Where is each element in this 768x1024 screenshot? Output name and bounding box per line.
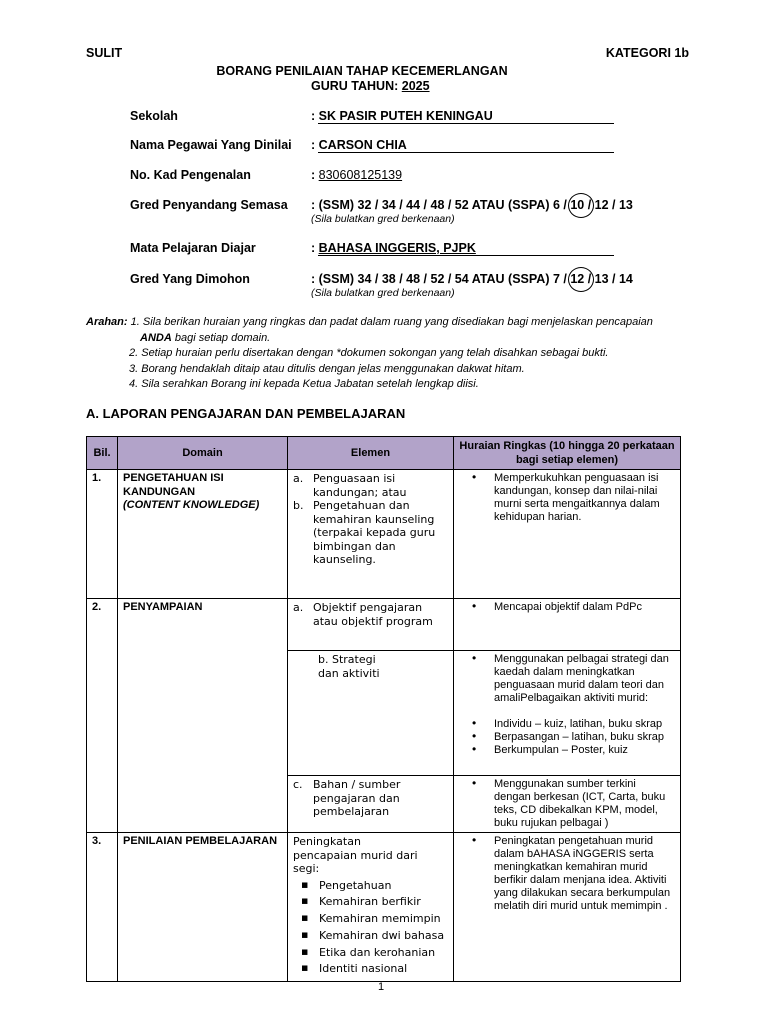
nama-value: : CARSON CHIA <box>311 138 407 152</box>
mata-pelajaran-underline <box>318 255 614 256</box>
report-table <box>86 436 681 982</box>
row1-elemen-a-text: Penguasaan isi kandungan; atau <box>313 472 407 499</box>
year-value: 2025 <box>401 79 430 93</box>
header-huraian: Huraian Ringkas (10 hingga 20 perkataan bagi setiap elemen) <box>454 437 681 470</box>
gred-semasa-circle <box>568 193 594 218</box>
row2-huraian-b-list-item: • Individu – kuiz, latihan, buku skrap <box>454 718 675 731</box>
row2-huraian-a <box>454 599 681 651</box>
row2-elemen-c-letter: c. <box>293 778 303 791</box>
section-a-heading: A. LAPORAN PENGAJARAN DAN PEMBELAJARAN <box>86 406 406 421</box>
kad-value-row <box>311 168 402 182</box>
gred-dimohon-label: Gred Yang Dimohon <box>130 272 250 286</box>
page-number: 1 <box>377 981 385 993</box>
row3-domain: PENILAIAN PEMBELAJARAN <box>118 833 288 982</box>
kad-value: 830608125139 <box>318 168 403 182</box>
table-header-row <box>87 437 681 470</box>
row2-huraian-c <box>454 776 681 833</box>
table-row <box>87 599 681 651</box>
header-bil: Bil. <box>87 437 118 470</box>
gred-dimohon-note: (Sila bulatkan gred berkenaan) <box>311 287 455 299</box>
row1-elemen-a <box>293 472 448 499</box>
row1-elemen <box>288 470 454 599</box>
row1-huraian <box>454 470 681 599</box>
row2-huraian-b-list-item: • Berpasangan – latihan, buku skrap <box>454 731 675 744</box>
gred-semasa-label: Gred Penyandang Semasa <box>130 198 288 212</box>
row1-elemen-a-letter: a. <box>293 472 304 485</box>
sekolah-label: Sekolah <box>130 109 178 123</box>
gred-dimohon-circle <box>568 267 594 292</box>
row2-elemen-c-wrap <box>293 778 448 819</box>
row3-elemen-item: ▪ Kemahiran memimpin <box>293 912 448 926</box>
row2-huraian-a-item: • Mencapai objektif dalam PdPc <box>454 601 675 614</box>
table-row <box>87 470 681 599</box>
row3-elemen-item: ▪ Kemahiran berfikir <box>293 895 448 909</box>
row2-bil: 2. <box>87 599 118 833</box>
row1-bil: 1. <box>87 470 118 599</box>
row2-elemen-b: b. Strategi dan aktiviti <box>288 651 454 776</box>
row2-elemen-a-text: Objektif pengajaran atau objektif program <box>313 601 433 628</box>
row1-domain-en: (CONTENT KNOWLEDGE) <box>123 499 260 511</box>
row2-elemen-a-wrap <box>293 601 448 628</box>
instruction-2: 2. Setiap huraian perlu disertakan dengan *dokumen sokongan yang telah disahkan sebagai bukti. <box>129 347 609 359</box>
gred-semasa-value: : (SSM) 32 / 34 / 44 / 48 / 52 ATAU (SSPA) 6 / 10 / 12 / 13 <box>311 198 633 212</box>
subtitle-prefix: GURU TAHUN: <box>311 79 399 93</box>
row2-huraian-c-item: • Menggunakan sumber terkini dengan berkesan (ICT, Carta, buku teks, CD dibekalkan KPM, model, buku rujukan pelbagai ) <box>454 778 675 830</box>
mata-pelajaran-value: BAHASA INGGERIS, PJPK <box>318 241 476 255</box>
row1-elemen-b <box>293 499 448 567</box>
row2-elemen-c <box>288 776 454 833</box>
instruction-1-anda: ANDA <box>140 331 172 344</box>
row3-elemen-intro: Peningkatan pencapaian murid dari segi: <box>293 835 418 875</box>
row2-huraian-b-list-item: • Berkumpulan – Poster, kuiz <box>454 744 675 757</box>
classification-label: SULIT <box>86 46 123 60</box>
nama-underline <box>318 152 614 153</box>
row2-huraian-b <box>454 651 681 776</box>
form-subtitle <box>311 79 452 93</box>
sekolah-underline <box>318 123 614 124</box>
row2-domain: PENYAMPAIAN <box>118 599 288 833</box>
row2-huraian-b-item: • Menggunakan pelbagai strategi dan kaedah dalam meningkatkan penguasaan murid dalam teori dan amaliPelbagaikan aktiviti murid: <box>454 653 675 705</box>
instruction-1: 1. Sila berikan huraian yang ringkas dan padat dalam ruang yang disediakan bagi menjelaskan pencapaian <box>130 316 653 328</box>
header-domain: Domain <box>118 437 288 470</box>
row3-elemen-item: ▪ Pengetahuan <box>293 879 448 893</box>
row1-elemen-b-letter: b. <box>293 499 304 512</box>
kad-label: No. Kad Pengenalan <box>130 168 251 182</box>
row3-huraian <box>454 833 681 982</box>
row1-domain <box>118 470 288 599</box>
row3-elemen-item: ▪ Etika dan kerohanian <box>293 946 448 960</box>
instructions <box>86 315 686 393</box>
row2-elemen-a <box>288 599 454 651</box>
instruction-3: 3. Borang hendaklah ditaip atau ditulis dengan jelas menggunakan dakwat hitam. <box>129 362 525 375</box>
category-label: KATEGORI 1b <box>605 46 689 60</box>
row3-elemen <box>288 833 454 982</box>
instruction-1-cont: bagi setiap domain. <box>174 331 271 344</box>
mata-pelajaran-label: Mata Pelajaran Diajar <box>130 241 256 255</box>
form-title: BORANG PENILAIAN TAHAP KECEMERLANGAN <box>216 64 508 78</box>
table-row <box>87 833 681 982</box>
row3-huraian-item: • Peningkatan pengetahuan murid dalam bAHASA iNGGERIS serta meningkatkan kemahiran murid berfikir dalam menjana idea. Aktiviti yang dilakukan secara berkumpulan melatih diri murid untuk memimpin . <box>454 835 675 913</box>
sekolah-value: : SK PASIR PUTEH KENINGAU <box>311 109 493 123</box>
row1-elemen-b-text: Pengetahuan dan kemahiran kaunseling (terpakai kepada guru bimbingan dan kaunseling. <box>313 499 436 566</box>
gred-semasa-note: (Sila bulatkan gred berkenaan) <box>311 213 455 225</box>
row3-elemen-item: ▪ Identiti nasional <box>293 962 448 976</box>
row1-domain-title: PENGETAHUAN ISI KANDUNGAN <box>123 472 224 498</box>
kad-prefix: : <box>311 168 316 182</box>
header-elemen: Elemen <box>288 437 454 470</box>
mata-pelajaran-value-row <box>311 241 476 255</box>
row2-elemen-a-letter: a. <box>293 601 304 614</box>
row1-huraian-item: • Memperkukuhkan penguasaan isi kandungan, konsep dan nilai-nilai murni serta mengaitkannya dalam kehidupan harian. <box>454 472 675 524</box>
nama-label: Nama Pegawai Yang Dinilai <box>130 138 292 152</box>
instructions-label: Arahan: <box>86 316 128 328</box>
row3-elemen-item: ▪ Kemahiran dwi bahasa <box>293 929 448 943</box>
row3-bil: 3. <box>87 833 118 982</box>
gred-dimohon-value: : (SSM) 34 / 38 / 48 / 52 / 54 ATAU (SSPA) 7 / 12 / 13 / 14 <box>311 272 633 286</box>
instruction-4: 4. Sila serahkan Borang ini kepada Ketua Jabatan setelah lengkap diisi. <box>129 378 479 390</box>
row2-elemen-c-text: Bahan / sumber pengajaran dan pembelajaran <box>313 778 401 818</box>
mata-pelajaran-prefix: : <box>311 241 316 255</box>
